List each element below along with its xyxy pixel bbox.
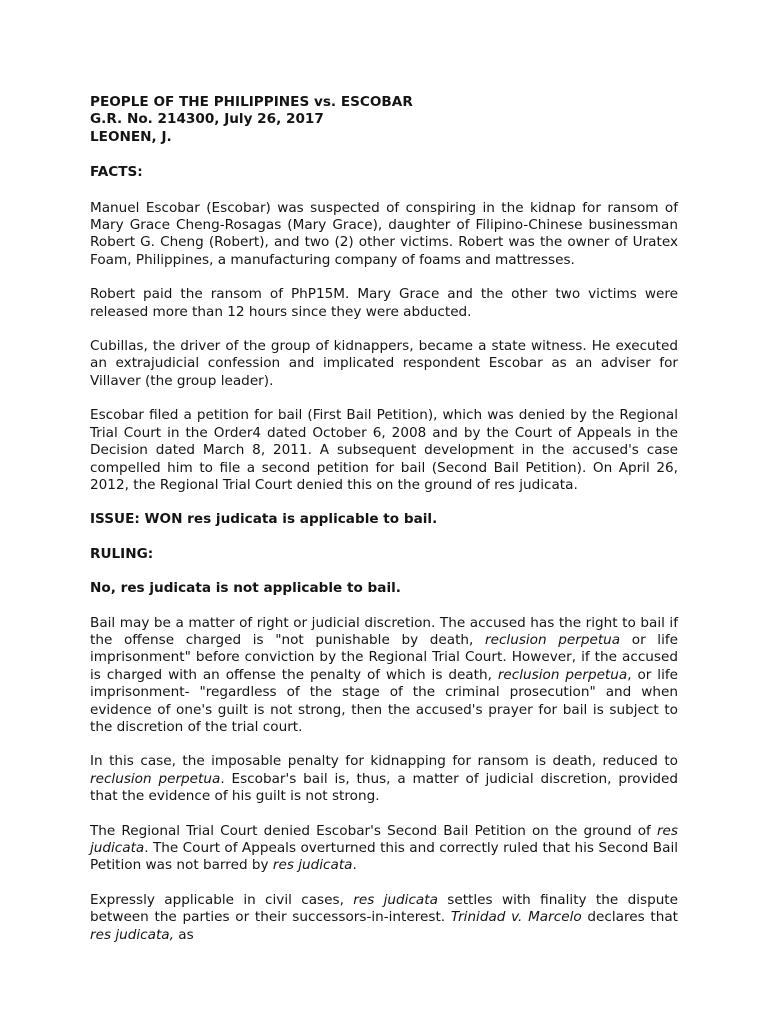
ruling-p2-italic-1: reclusion perpetua xyxy=(90,770,221,787)
document-page xyxy=(90,94,678,944)
ruling-p4-text-b: settles with finality the dispute between the parties or their successors-in-interest. xyxy=(90,891,679,926)
ruling-p1-text-a: Bail may be a matter of right or judicial discretion. The accused has the right to bail if the offense charged is "not punishable by death, xyxy=(90,614,678,648)
ruling-p4-text-a: Expressly applicable in civil cases, xyxy=(90,891,354,908)
ruling-p4-text-c: declares that xyxy=(581,909,678,926)
ruling-p1-italic-1: reclusion perpetua xyxy=(485,631,621,648)
facts-paragraph-4: Escobar filed a petition for bail (First Bail Petition), which was denied by the Regional Trial Court in the Order4 dated October 6, 2008 and by the Court of Appeals in the Decision dated March 8, 2011. A subsequent development in the accused's case compelled him to file a second petition for bail (Second Bail Petition). On April 26, 2012, the Regional Trial Court denied this on the ground of res judicata. xyxy=(90,407,678,493)
ruling-p2-text-b: . Escobar's bail is, thus, a matter of judicial discretion, provided that the evidence of his guilt is not strong. xyxy=(90,770,678,805)
ruling-p4-italic-2: Trinidad v. Marcelo xyxy=(450,909,582,926)
ruling-p4-italic-1: res judicata xyxy=(353,891,438,908)
facts-paragraph-2: Robert paid the ransom of PhP15M. Mary Grace and the other two victims were released more than 12 hours since they were abducted. xyxy=(90,286,678,320)
ruling-p1-italic-2: reclusion perpetua xyxy=(497,666,628,683)
ruling-p3-italic-2: res judicata xyxy=(272,857,353,874)
ruling-p2-text-a: In this case, the imposable penalty for kidnapping for ransom is death, reduced to xyxy=(90,753,678,770)
ruling-p3-text-b: . The Court of Appeals overturned this and correctly ruled that his Second Bail Petition was not barred by xyxy=(90,840,678,874)
ruling-heading: RULING: xyxy=(90,545,154,562)
ruling-p1-text-c: , or life imprisonment- "regardless of the stage of the criminal prosecution" and when evidence of one's guilt is not strong, then the accused's prayer for bail is subject to the discretion of the trial court. xyxy=(90,666,678,735)
ruling-p3-italic-1: res judicata xyxy=(90,822,678,856)
ruling-paragraph-1 xyxy=(90,615,678,737)
ruling-p1-text-b: or life imprisonment" before conviction by the Regional Trial Court. However, if the accused is charged with an offense the penalty of which is death, xyxy=(90,631,678,683)
facts-paragraph-1: Manuel Escobar (Escobar) was suspected of conspiring in the kidnap for ransom of Mary Grace Cheng-Rosagas (Mary Grace), daughter of Filipino-Chinese businessman Robert G. Cheng (Robert), and two (2) other victims. Robert was the owner of Uratex Foam, Philippines, a manufacturing company of foams and mattresses. xyxy=(90,199,678,268)
ruling-p3-text-a: The Regional Trial Court denied Escobar's Second Bail Petition on the ground of xyxy=(90,822,657,839)
ruling-paragraph-2 xyxy=(90,753,678,805)
ruling-p4-italic-3: res judicata, xyxy=(90,926,174,943)
case-number: G.R. No. 214300, July 26, 2017 xyxy=(90,111,324,128)
ruling-paragraph-3 xyxy=(90,823,678,875)
ruling-p4-text-d: as xyxy=(173,926,194,943)
ruling-paragraph-4 xyxy=(90,892,678,944)
ponente: LEONEN, J. xyxy=(90,128,172,145)
case-title: PEOPLE OF THE PHILIPPINES vs. ESCOBAR xyxy=(90,94,413,110)
facts-paragraph-3: Cubillas, the driver of the group of kidnappers, became a state witness. He executed an extrajudicial confession and implicated respondent Escobar as an adviser for Villaver (the group leader). xyxy=(90,338,678,389)
issue-statement: ISSUE: WON res judicata is applicable to bail. xyxy=(90,511,438,528)
ruling-p3-text-c: . xyxy=(352,857,357,874)
facts-heading: FACTS: xyxy=(90,164,143,181)
ruling-answer: No, res judicata is not applicable to bail. xyxy=(90,580,401,597)
